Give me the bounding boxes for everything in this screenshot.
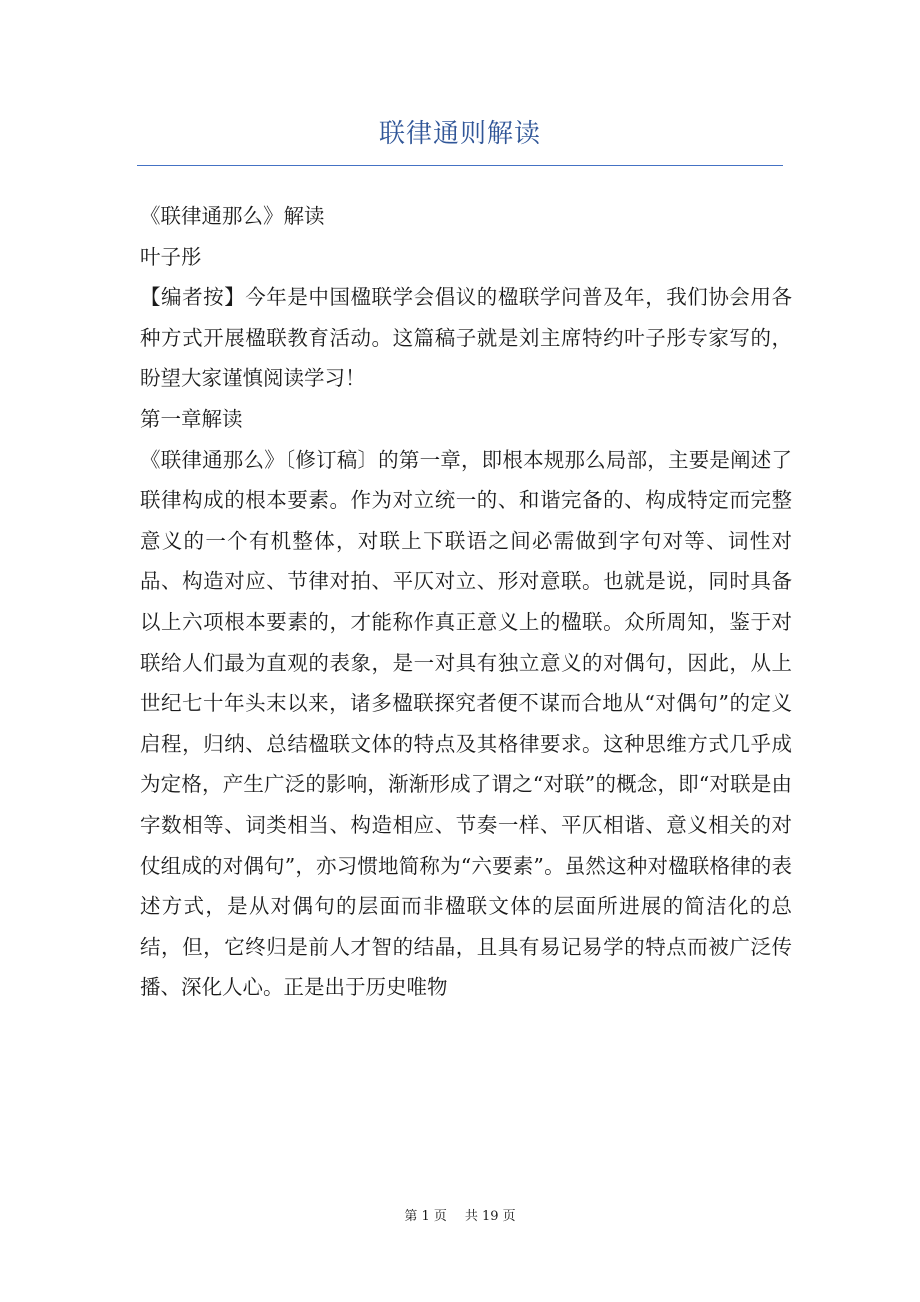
page-footer: [0, 1207, 920, 1227]
editor-note: 【编者按】今年是中国楹联学会倡议的楹联学问普及年，我们协会用各种方式开展楹联教育活动。这篇稿子就是刘主席特约叶子彤专家写的，盼望大家谨慎阅读学习！: [140, 285, 792, 391]
author-name: 叶子彤: [140, 244, 202, 269]
chapter-heading: 第一章解读: [140, 406, 243, 431]
body-paragraph: 《联律通那么》〔修订稿〕的第一章，即根本规那么局部，主要是阐述了联律构成的根本要素。作为对立统一的、和谐完备的、构成特定而完整意义的一个有机整体，对联上下联语之间必需做到字句对等、词性对品、构造对应、节律对拍、平仄对立、形对意联。也就是说，同时具备以上六项根本要素的，才能称作真正意义上的楹联。众所周知，鉴于对联给人们最为直观的表象，是一对具有独立意义的对偶句，因此，从上世纪七十年头末以来，诸多楹联探究者便不谋而合地从“对偶句”的定义启程，归纳、总结楹联文体的特点及其格律要求。这种思维方式几乎成为定格，产生广泛的影响，渐渐形成了谓之“对联”的概念，即“对联是由字数相等、词类相当、构造相应、节奏一样、平仄相谐、意义相关的对仗组成的对偶句”，亦习惯地简称为“六要素”。虽然这种对楹联格律的表述方式，是从对偶句的层面而非楹联文体的层面所进展的简洁化的总结，但，它终归是前人才智的结晶，且具有易记易学的特点而被广泛传播、深化人心。正是出于历史唯物: [140, 447, 792, 1000]
page-total: 共 19 页: [464, 1209, 516, 1224]
article-subtitle: 《联律通那么》解读: [140, 204, 325, 228]
document-title: 联律通则解读: [378, 119, 541, 149]
document-body: [140, 196, 792, 1008]
page-number: 第 1 页: [404, 1209, 447, 1224]
title-underline: [137, 165, 783, 166]
